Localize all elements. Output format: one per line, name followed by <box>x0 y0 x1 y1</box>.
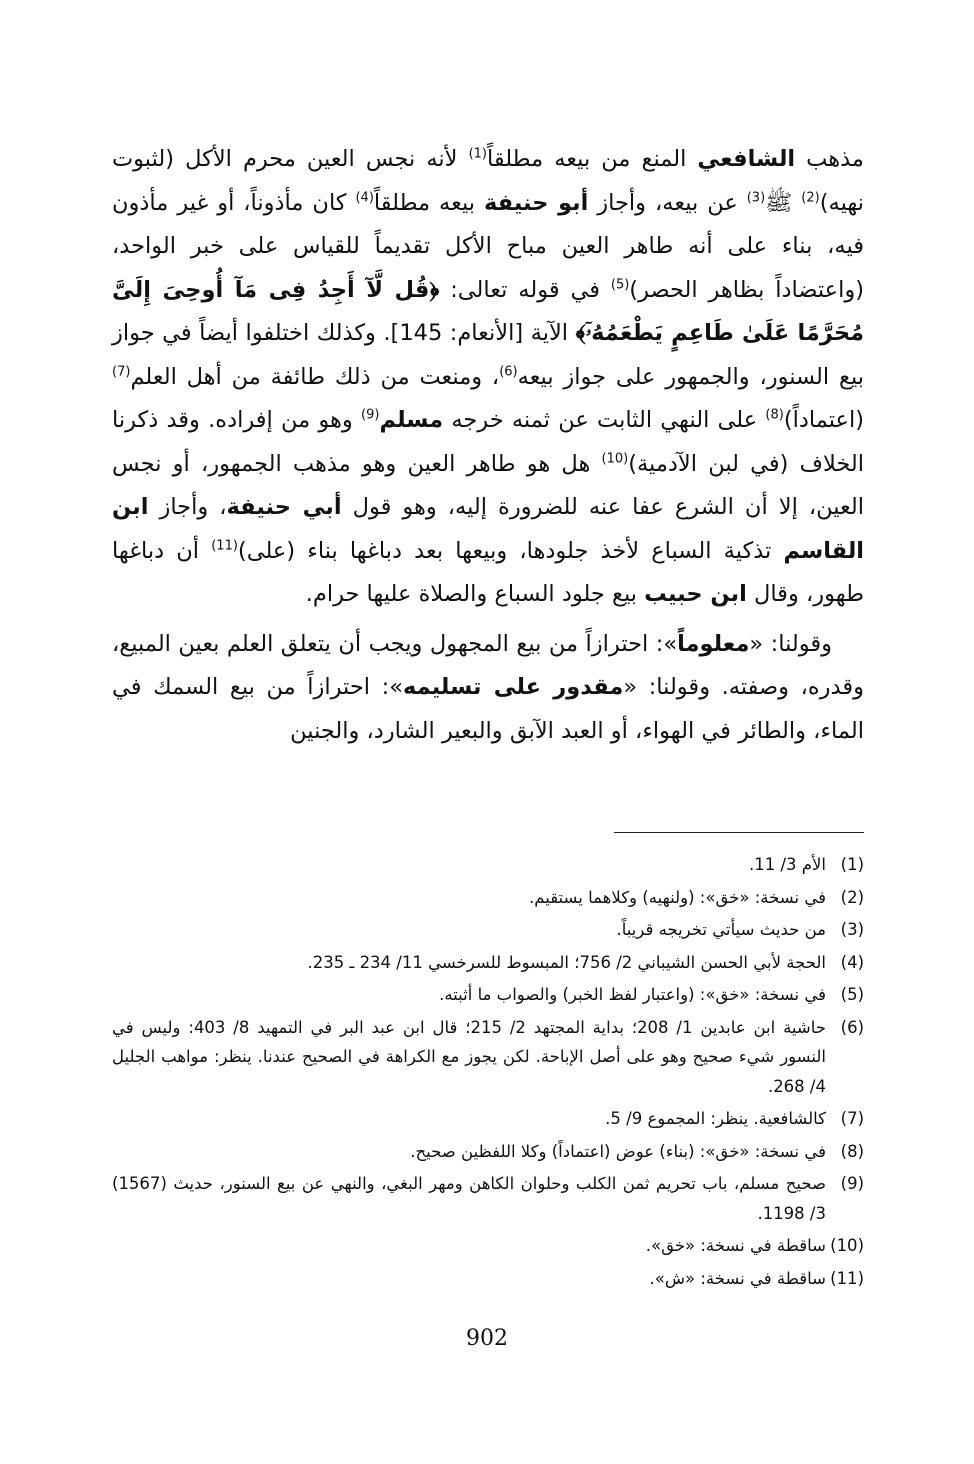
paragraph-1 <box>112 138 864 617</box>
bold-term: مقدور على تسليمه <box>402 674 624 700</box>
text-run: عن بيعه، وأجاز <box>588 189 747 216</box>
text-run: بيع جلود السباع والصلاة عليها حرام. <box>305 581 645 607</box>
text-run: وهو من إفراده. وقد ذكرنا الخلاف (في لبن الآدمية) <box>112 407 864 477</box>
footnote <box>112 1231 864 1261</box>
page-number: 902 <box>466 1326 508 1351</box>
text-run: ، وأجاز <box>148 494 227 520</box>
text-run: الآية [الأنعام: 145]. وكذلك اختلفوا أيضاً في جواز بيع السنور، والجمهور على جواز بيعه <box>112 320 864 390</box>
footnote-number: (8) <box>840 1141 864 1161</box>
footnote-ref: (9) <box>361 407 380 423</box>
text-run: على النهي الثابت عن ثمنه خرجه <box>443 407 766 433</box>
text-run: تذكية السباع لأخذ جلودها، وبيعها بعد دباغها بناء (على) <box>237 537 784 564</box>
footnote-text: صحيح مسلم، باب تحريم ثمن الكلب وحلوان الكاهن ومهر البغي، والنهي عن بيع السنور، حديث (1567) 3/ 1198. <box>112 1174 826 1223</box>
footnote-text: الأم 3/ 11. <box>748 855 826 874</box>
bold-term: ابن حبيب <box>644 581 747 607</box>
footnote-ref: (6) <box>499 364 518 379</box>
footnote-text: في نسخة: «خق»: (ولنهيه) وكلاهما يستقيم. <box>529 887 826 907</box>
footnote-ref: (8) <box>765 407 784 423</box>
footnote <box>112 915 864 945</box>
footnote-number: (6) <box>840 1017 864 1037</box>
footnote-text: ساقطة في نسخة: «خق». <box>645 1236 826 1255</box>
bold-term: الشافعي <box>697 146 796 172</box>
footnote <box>112 948 864 978</box>
footnote <box>112 883 864 913</box>
main-text <box>112 138 864 753</box>
bold-term: أبي حنيفة <box>226 494 342 520</box>
footnote-text: كالشافعية. ينظر: المجموع 9/ 5. <box>605 1109 826 1128</box>
bold-term: أبو حنيفة <box>484 189 589 216</box>
text-run: في قوله تعالى: <box>439 276 611 303</box>
text-run: (اعتماداً) <box>783 407 864 433</box>
paragraph-2 <box>112 623 864 754</box>
footnote-number: (5) <box>840 985 864 1004</box>
footnote-number: (4) <box>840 952 864 972</box>
footnote-separator <box>614 832 864 833</box>
footnote <box>112 850 864 880</box>
footnote-text: في نسخة: «خق»: (بناء) عوض (اعتماداً) وكلا اللفظين صحيح. <box>410 1141 826 1161</box>
text-run: أن دباغها طهور، وقال <box>112 537 864 607</box>
text-run: »: احترازاً من بيع السمك في الماء، والطائر في الهواء، أو العبد الآبق والبعير الشارد، والجنين <box>112 674 864 744</box>
footnote-number: (7) <box>840 1109 864 1128</box>
bold-term: مسلم <box>379 407 444 433</box>
footnote-number: (2) <box>840 887 864 907</box>
text-run: ﷺ <box>765 189 802 216</box>
text-run: مذهب <box>795 146 864 172</box>
footnote-ref: (5) <box>610 277 630 292</box>
text-run: »: احترازاً من بيع المجهول ويجب أن يتعلق العلم بعين المبيع، وقدره، وصفته. وقولنا: « <box>112 630 864 700</box>
footnote-ref: (2) <box>801 190 820 205</box>
bold-term: معلوماً <box>677 630 750 657</box>
footnote-ref: (4) <box>355 190 374 205</box>
footnote <box>112 1104 864 1134</box>
footnote-text: من حديث سيأتي تخريجه قريباً. <box>616 920 826 939</box>
footnote <box>112 1169 864 1228</box>
footnote <box>112 1137 864 1167</box>
footnote-number: (11) <box>830 1268 864 1288</box>
footnote-text: ساقطة في نسخة: «ش». <box>649 1268 826 1288</box>
text-run: بيعه مطلقاً <box>373 189 484 216</box>
text-run: لأنه نجس العين محرم الأكل (لثبوت نهيه) <box>112 146 864 216</box>
footnote <box>112 1264 864 1294</box>
text-run: هل هو طاهر العين وهو مذهب الجمهور، أو نجس العين، إلا أن الشرع عفا عنه للضرورة إليه، وهو قول <box>112 450 865 520</box>
footnote-text: الحجة لأبي الحسن الشيباني 2/ 756؛ المبسوط للسرخسي 11/ 234 ـ 235. <box>307 952 826 972</box>
footnote-text: في نسخة: «خق»: (واعتبار لفظ الخبر) والصواب ما أثبته. <box>439 985 826 1004</box>
footnote-number: (3) <box>840 920 864 939</box>
bold-term: ﴿قُل لَّآ أَجِدُ فِى مَآ أُوحِىَ إِلَىَّ مُحَرَّمًا عَلَىٰ طَاعِمٍ يَطْعَمُهُۥٓ﴾ <box>112 276 864 346</box>
footnote-number: (10) <box>830 1236 864 1255</box>
footnote-text: حاشية ابن عابدين 1/ 208؛ بداية المجتهد 2/ 215؛ قال ابن عبد البر في التمهيد 8/ 403: وليس في النسور شيء صحيح وهو على أصل الإباحة. لكن يجوز مع الكراهة في الصحيح عندنا. ينظر: مواهب الجليل 4/ 268. <box>112 1017 826 1096</box>
footnote-number: (1) <box>840 855 864 874</box>
bold-term: ابن القاسم <box>112 494 865 564</box>
footnote-number: (9) <box>840 1174 864 1193</box>
footnote-ref: (10) <box>601 451 629 466</box>
text-run: المنع من بيعه مطلقاً <box>487 146 698 172</box>
footnote-ref: (1) <box>468 146 487 162</box>
footnotes <box>112 850 864 1296</box>
text-run: كان مأذوناً، أو غير مأذون فيه، بناء على أنه طاهر العين مباح الأكل تقديماً للقياس على خبر الواحد، (واعتضاداً بظاهر الحصر) <box>112 189 865 303</box>
footnote-ref: (11) <box>211 538 238 553</box>
footnote <box>112 1013 864 1102</box>
text-run: ، ومنعت من ذلك طائفة من أهل العلم <box>130 363 500 390</box>
text-run: وقولنا: « <box>749 630 832 657</box>
footnote-ref: (7) <box>112 364 131 379</box>
footnote-ref: (3) <box>746 190 766 205</box>
footnote <box>112 980 864 1010</box>
